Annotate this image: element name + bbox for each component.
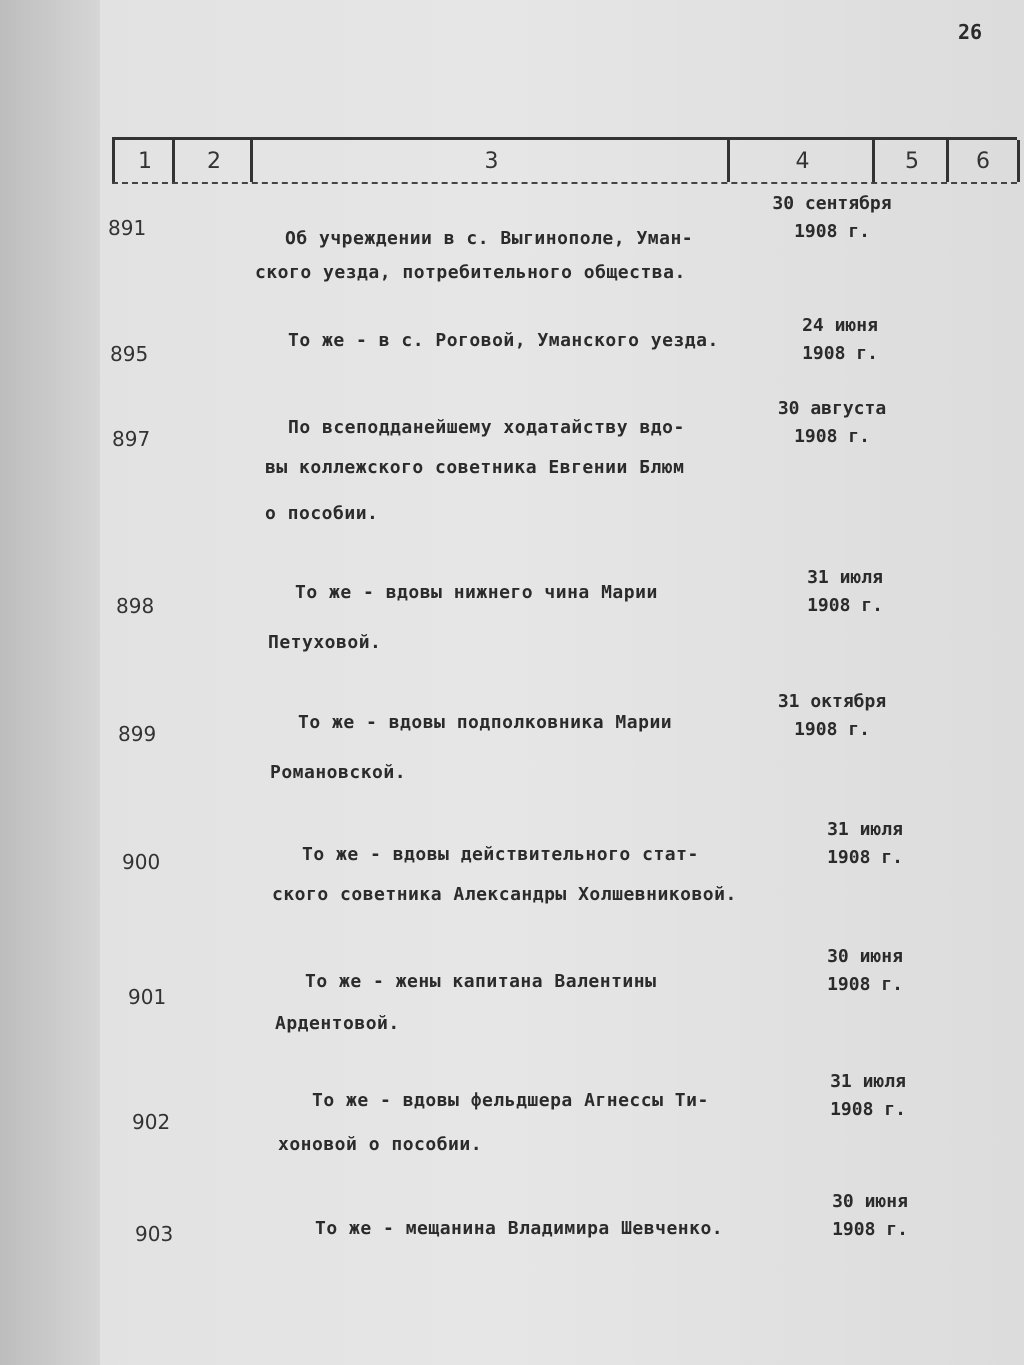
column-header-5: 5 bbox=[872, 140, 949, 182]
record-number: 897 bbox=[112, 427, 151, 451]
record-date bbox=[785, 816, 945, 872]
column-header-3: 3 bbox=[250, 140, 730, 182]
record-number: 900 bbox=[122, 850, 161, 874]
record-text-line: То же - вдовы подполковника Марии bbox=[298, 712, 673, 733]
table-header bbox=[112, 137, 1017, 184]
record-date bbox=[765, 564, 925, 620]
page-number: 26 bbox=[958, 20, 983, 44]
record-text-line: Об учреждении в с. Выгинополе, Уман- bbox=[285, 228, 694, 249]
record-number: 901 bbox=[128, 985, 167, 1009]
record-text-line: ского советника Александры Холшевниковой. bbox=[272, 884, 737, 905]
record-date bbox=[788, 1068, 948, 1124]
date-day: 30 июня bbox=[832, 1191, 908, 1212]
date-day: 24 июня bbox=[802, 315, 878, 336]
date-day: 31 июля bbox=[807, 567, 883, 588]
column-header-2: 2 bbox=[172, 140, 253, 182]
record-number: 903 bbox=[135, 1222, 174, 1246]
date-day: 30 сентября bbox=[772, 193, 892, 214]
date-day: 30 июня bbox=[827, 946, 903, 967]
date-year: 1908 г. bbox=[830, 1099, 906, 1120]
record-date bbox=[752, 395, 912, 451]
record-date bbox=[752, 190, 912, 246]
date-day: 31 июля bbox=[830, 1071, 906, 1092]
record-text-line: ского уезда, потребительного общества. bbox=[255, 262, 686, 283]
record-text-line: Петуховой. bbox=[268, 632, 382, 653]
record-text-line: То же - вдовы нижнего чина Марии bbox=[295, 582, 658, 603]
record-text-line: о пособии. bbox=[265, 503, 379, 524]
record-text-line: То же - вдовы действительного стат- bbox=[302, 844, 699, 865]
date-year: 1908 г. bbox=[827, 847, 903, 868]
record-date bbox=[790, 1188, 950, 1244]
record-text-line: По всеподданейшему ходатайству вдо- bbox=[288, 417, 685, 438]
date-year: 1908 г. bbox=[794, 719, 870, 740]
record-number: 891 bbox=[108, 216, 147, 240]
record-date bbox=[760, 312, 920, 368]
column-header-6: 6 bbox=[946, 140, 1020, 182]
record-number: 899 bbox=[118, 722, 157, 746]
page-binding-shadow bbox=[0, 0, 100, 1365]
record-date bbox=[752, 688, 912, 744]
date-year: 1908 г. bbox=[832, 1219, 908, 1240]
record-text-line: То же - в с. Роговой, Уманского уезда. bbox=[288, 330, 719, 351]
date-day: 31 октября bbox=[777, 691, 887, 712]
date-year: 1908 г. bbox=[807, 595, 883, 616]
record-text-line: То же - жены капитана Валентины bbox=[305, 971, 657, 992]
record-text-line: Ардентовой. bbox=[275, 1013, 400, 1034]
record-text-line: вы коллежского советника Евгении Блюм bbox=[265, 457, 685, 478]
date-day: 30 августа bbox=[777, 398, 887, 419]
date-year: 1908 г. bbox=[794, 426, 870, 447]
column-header-4: 4 bbox=[727, 140, 875, 182]
record-text-line: хоновой о пособии. bbox=[278, 1134, 483, 1155]
record-number: 902 bbox=[132, 1110, 171, 1134]
date-year: 1908 г. bbox=[827, 974, 903, 995]
record-number: 898 bbox=[116, 594, 155, 618]
date-year: 1908 г. bbox=[794, 221, 870, 242]
record-text-line: То же - мещанина Владимира Шевченко. bbox=[315, 1218, 724, 1239]
record-text-line: Романовской. bbox=[270, 762, 407, 783]
column-header-1: 1 bbox=[112, 140, 175, 182]
record-date bbox=[785, 943, 945, 999]
record-text-line: То же - вдовы фельдшера Агнессы Ти- bbox=[312, 1090, 709, 1111]
date-day: 31 июля bbox=[827, 819, 903, 840]
record-number: 895 bbox=[110, 342, 149, 366]
date-year: 1908 г. bbox=[802, 343, 878, 364]
